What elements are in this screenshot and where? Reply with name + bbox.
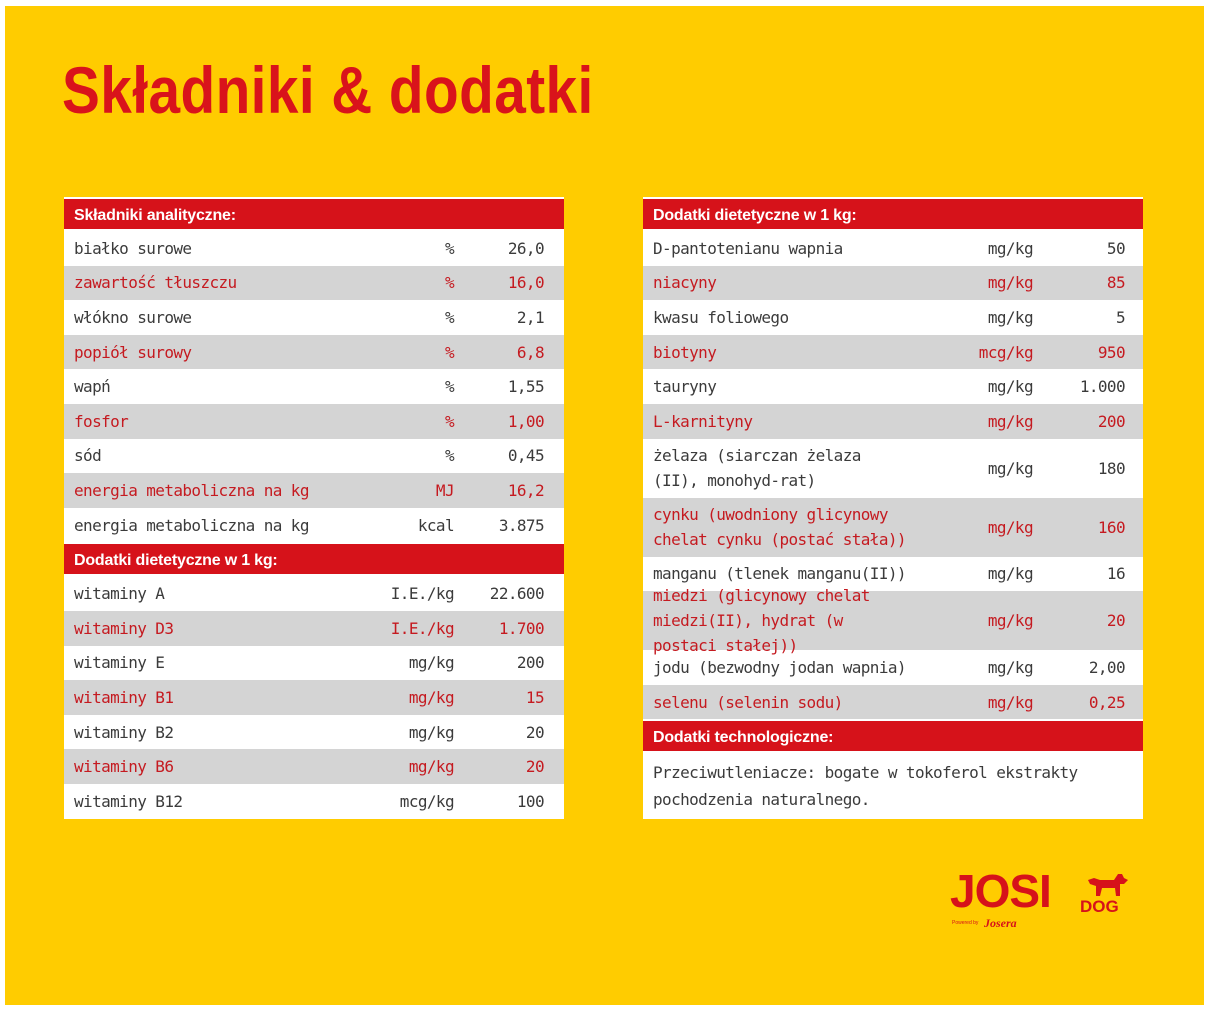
row-name: niacyny	[653, 273, 717, 293]
vitamins-header: Dodatki dietetyczne w 1 kg:	[64, 542, 564, 576]
row-unit: mcg/kg	[399, 791, 454, 811]
table-row	[64, 404, 564, 439]
row-name: żelaza (siarczan żelaza (II), monohyd-rat)	[653, 446, 861, 491]
row-name: manganu (tlenek manganu(II))	[653, 564, 906, 584]
row-name: witaminy B1	[74, 687, 174, 707]
row-name: L-karnityny	[653, 411, 753, 431]
table-row	[64, 680, 564, 715]
table-row	[643, 231, 1143, 266]
row-value: 16	[1106, 564, 1125, 584]
table-row	[64, 784, 564, 819]
row-unit: mg/kg	[408, 757, 454, 777]
row-name: selenu (selenin sodu)	[653, 692, 843, 712]
table-row	[643, 404, 1143, 439]
row-unit: mg/kg	[987, 564, 1033, 584]
row-name: tauryny	[653, 377, 717, 397]
row-name: zawartość tłuszczu	[74, 273, 237, 293]
row-unit: mg/kg	[408, 653, 454, 673]
dog-icon	[1084, 870, 1128, 900]
dietary-header: Dodatki dietetyczne w 1 kg:	[643, 197, 1143, 231]
table-row	[64, 231, 564, 266]
technological-text: Przeciwutleniacze: bogate w tokoferol ekstrakty pochodzenia naturalnego.	[643, 753, 1143, 819]
josidog-logo	[950, 865, 1140, 938]
row-value: 200	[516, 653, 544, 673]
row-name: witaminy B12	[74, 791, 183, 811]
row-name: kwasu foliowego	[653, 307, 789, 327]
row-unit: I.E./kg	[390, 584, 454, 604]
table-row	[64, 611, 564, 646]
row-name: popiół surowy	[74, 342, 192, 362]
table-row	[64, 300, 564, 335]
row-unit: mg/kg	[987, 692, 1033, 712]
row-unit: mg/kg	[987, 517, 1033, 537]
table-row	[643, 266, 1143, 301]
table-row	[64, 576, 564, 611]
row-unit: %	[444, 342, 454, 362]
row-value: 0,25	[1088, 692, 1125, 712]
row-unit: mg/kg	[987, 238, 1033, 258]
table-row	[64, 715, 564, 750]
row-unit: I.E./kg	[390, 618, 454, 638]
table-row	[643, 335, 1143, 370]
row-value: 1,55	[507, 377, 544, 397]
table-row	[643, 439, 1143, 498]
dietary-table	[643, 231, 1143, 719]
row-value: 2,1	[516, 307, 544, 327]
row-unit: kcal	[417, 515, 454, 535]
table-row	[64, 646, 564, 681]
row-unit: %	[444, 238, 454, 258]
row-name: wapń	[74, 377, 111, 397]
row-value: 0,45	[507, 446, 544, 466]
row-value: 200	[1097, 411, 1125, 431]
row-name: miedzi (glicynowy chelat miedzi(II), hydrat (w postaci stałej))	[653, 586, 870, 656]
row-name: cynku (uwodniony glicynowy chelat cynku (postać stała))	[653, 505, 906, 550]
analytical-header: Składniki analityczne:	[64, 197, 564, 231]
row-value: 20	[525, 722, 544, 742]
row-value: 2,00	[1088, 657, 1125, 677]
row-value: 26,0	[507, 238, 544, 258]
logo-powered: Powered by	[952, 920, 979, 926]
row-value: 160	[1097, 517, 1125, 537]
row-name: sód	[74, 446, 102, 466]
row-name: witaminy A	[74, 584, 165, 604]
table-row	[64, 473, 564, 508]
row-value: 6,8	[516, 342, 544, 362]
table-row	[64, 508, 564, 543]
logo-sub: DOG	[1080, 897, 1119, 916]
analytical-table	[64, 231, 564, 542]
logo-brand: JOSI	[950, 865, 1051, 917]
technological-header: Dodatki technologiczne:	[643, 719, 1143, 753]
row-value: 20	[1106, 611, 1125, 631]
row-value: 180	[1097, 458, 1125, 478]
row-name: białko surowe	[74, 238, 192, 258]
row-value: 100	[516, 791, 544, 811]
logo-maker: Josera	[984, 916, 1017, 930]
row-name: witaminy D3	[74, 618, 174, 638]
row-value: 950	[1097, 342, 1125, 362]
row-name: jodu (bezwodny jodan wapnia)	[653, 657, 906, 677]
row-value: 16,0	[507, 273, 544, 293]
vitamins-table	[64, 576, 564, 818]
table-row	[64, 439, 564, 474]
row-name: fosfor	[74, 411, 129, 431]
row-name: biotyny	[653, 342, 717, 362]
table-row	[643, 685, 1143, 720]
page-title: Składniki & dodatki	[62, 53, 594, 127]
row-name: energia metaboliczna na kg	[74, 480, 309, 500]
row-name: D-pantotenianu wapnia	[653, 238, 843, 258]
row-name: witaminy B6	[74, 757, 174, 777]
table-row	[643, 498, 1143, 557]
row-unit: mg/kg	[987, 273, 1033, 293]
row-value: 85	[1106, 273, 1125, 293]
table-row	[64, 749, 564, 784]
row-unit: mcg/kg	[978, 342, 1033, 362]
row-value: 3.875	[498, 515, 544, 535]
row-value: 5	[1115, 307, 1125, 327]
row-unit: mg/kg	[987, 611, 1033, 631]
row-unit: %	[444, 446, 454, 466]
row-value: 1,00	[507, 411, 544, 431]
row-unit: mg/kg	[987, 307, 1033, 327]
row-unit: %	[444, 377, 454, 397]
right-panel	[643, 197, 1143, 819]
row-value: 1.000	[1079, 377, 1125, 397]
table-row	[643, 369, 1143, 404]
row-value: 20	[525, 757, 544, 777]
row-name: witaminy E	[74, 653, 165, 673]
row-unit: mg/kg	[987, 411, 1033, 431]
table-row	[643, 586, 1143, 656]
row-name: energia metaboliczna na kg	[74, 515, 309, 535]
row-value: 1.700	[498, 618, 544, 638]
row-value: 22.600	[489, 584, 544, 604]
row-name: włókno surowe	[74, 307, 192, 327]
row-unit: %	[444, 411, 454, 431]
row-unit: mg/kg	[987, 458, 1033, 478]
table-row	[64, 266, 564, 301]
row-name: witaminy B2	[74, 722, 174, 742]
left-panel	[64, 197, 564, 819]
table-row	[64, 335, 564, 370]
row-unit: %	[444, 307, 454, 327]
row-unit: mg/kg	[987, 377, 1033, 397]
row-unit: mg/kg	[987, 657, 1033, 677]
row-unit: mg/kg	[408, 687, 454, 707]
row-value: 50	[1106, 238, 1125, 258]
table-row	[64, 369, 564, 404]
row-value: 15	[525, 687, 544, 707]
row-unit: MJ	[435, 480, 454, 500]
row-unit: mg/kg	[408, 722, 454, 742]
row-unit: %	[444, 273, 454, 293]
row-value: 16,2	[507, 480, 544, 500]
table-row	[643, 300, 1143, 335]
